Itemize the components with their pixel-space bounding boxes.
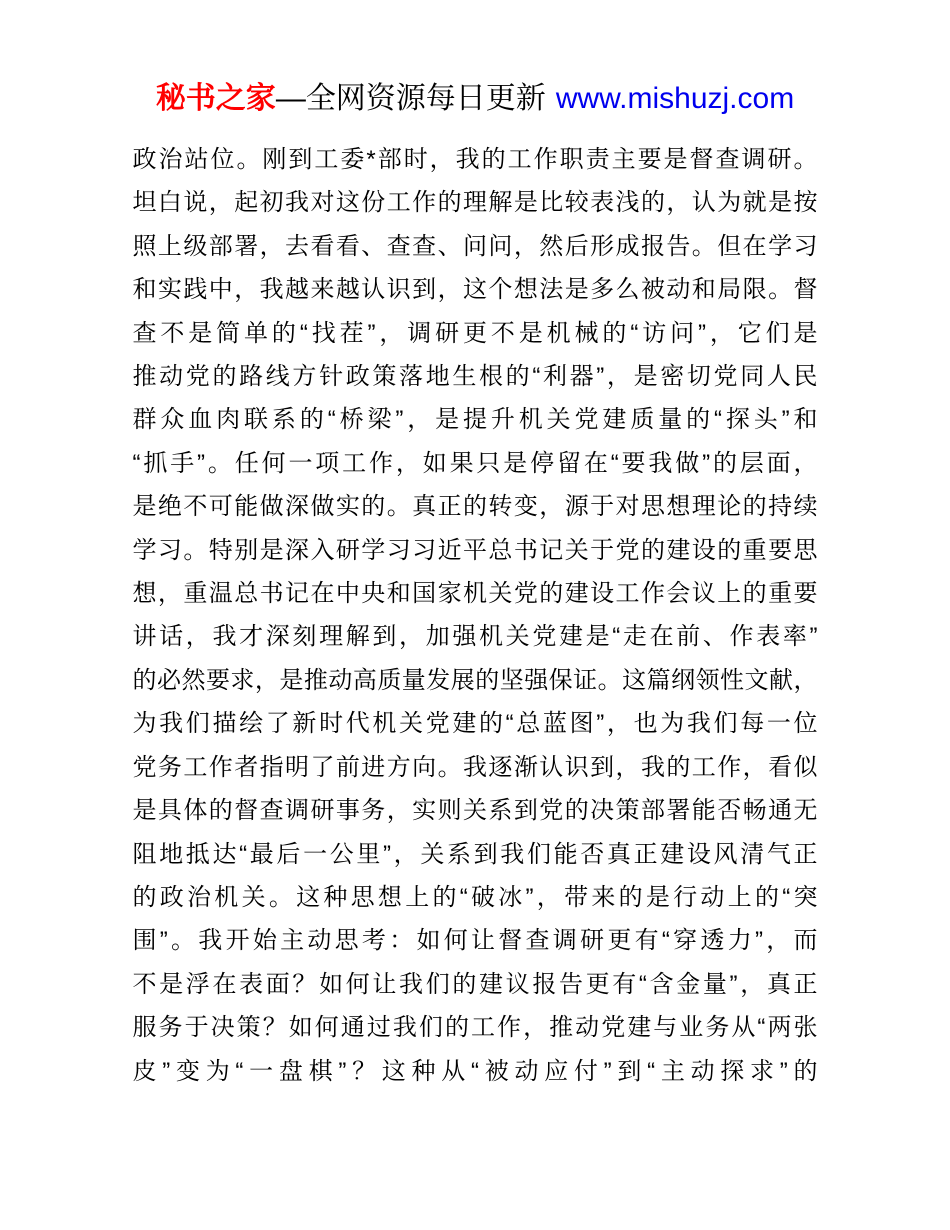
paragraph-line: 的必然要求，是推动高质量发展的坚强保证。这篇纲领性文献， [132, 666, 818, 694]
paragraph-line: 是具体的督查调研事务，实则关系到党的决策部署能否畅通无 [132, 797, 818, 825]
paragraph-line: 皮”变为“一盘棋”？这种从“被动应付”到“主动探求”的 [132, 1057, 818, 1085]
paragraph-line: 服务于决策？如何通过我们的工作，推动党建与业务从“两张 [132, 1014, 818, 1042]
brand-name: 秘书之家 [155, 82, 276, 115]
paragraph-line: “抓手”。任何一项工作，如果只是停留在“要我做”的层面， [132, 449, 818, 477]
paragraph-line: 为我们描绘了新时代机关党建的“总蓝图”，也为我们每一位 [132, 710, 818, 738]
paragraph-line: 党务工作者指明了前进方向。我逐渐认识到，我的工作，看似 [132, 753, 818, 781]
paragraph-line: 想，重温总书记在中央和国家机关党的建设工作会议上的重要 [132, 580, 818, 608]
paragraph-line: 围”。我开始主动思考：如何让督查调研更有“穿透力”，而 [132, 927, 818, 955]
paragraph-line: 阻地抵达“最后一公里”，关系到我们能否真正建设风清气正 [132, 840, 818, 868]
paragraph-line: 查不是简单的“找茬”，调研更不是机械的“访问”，它们是 [132, 319, 818, 347]
document-body [133, 138, 818, 1093]
site-tagline: —全网资源每日更新 [275, 82, 546, 115]
site-header [0, 0, 950, 118]
paragraph-line: 学习。特别是深入研学习习近平总书记关于党的建设的重要思 [132, 536, 818, 564]
paragraph-line: 的政治机关。这种思想上的“破冰”，带来的是行动上的“突 [132, 883, 818, 911]
paragraph-line: 群众血肉联系的“桥梁”，是提升机关党建质量的“探头”和 [132, 406, 818, 434]
paragraph-line: 讲话，我才深刻理解到，加强机关党建是“走在前、作表率” [132, 623, 818, 651]
paragraph-line: 政治站位。刚到工委*部时，我的工作职责主要是督查调研。 [132, 146, 818, 173]
paragraph-line: 推动党的路线方针政策落地生根的“利器”，是密切党同人民 [132, 363, 818, 391]
site-url-link[interactable]: www.mishuzj.com [555, 82, 795, 115]
paragraph-line: 照上级部署，去看看、查查、问问，然后形成报告。但在学习 [132, 232, 818, 260]
paragraph-line: 是绝不可能做深做实的。真正的转变，源于对思想理论的持续 [132, 493, 818, 521]
paragraph-line: 坦白说，起初我对这份工作的理解是比较表浅的，认为就是按 [132, 189, 818, 217]
paragraph-line: 和实践中，我越来越认识到，这个想法是多么被动和局限。督 [132, 276, 818, 304]
paragraph-line: 不是浮在表面？如何让我们的建议报告更有“含金量”，真正 [132, 970, 818, 998]
